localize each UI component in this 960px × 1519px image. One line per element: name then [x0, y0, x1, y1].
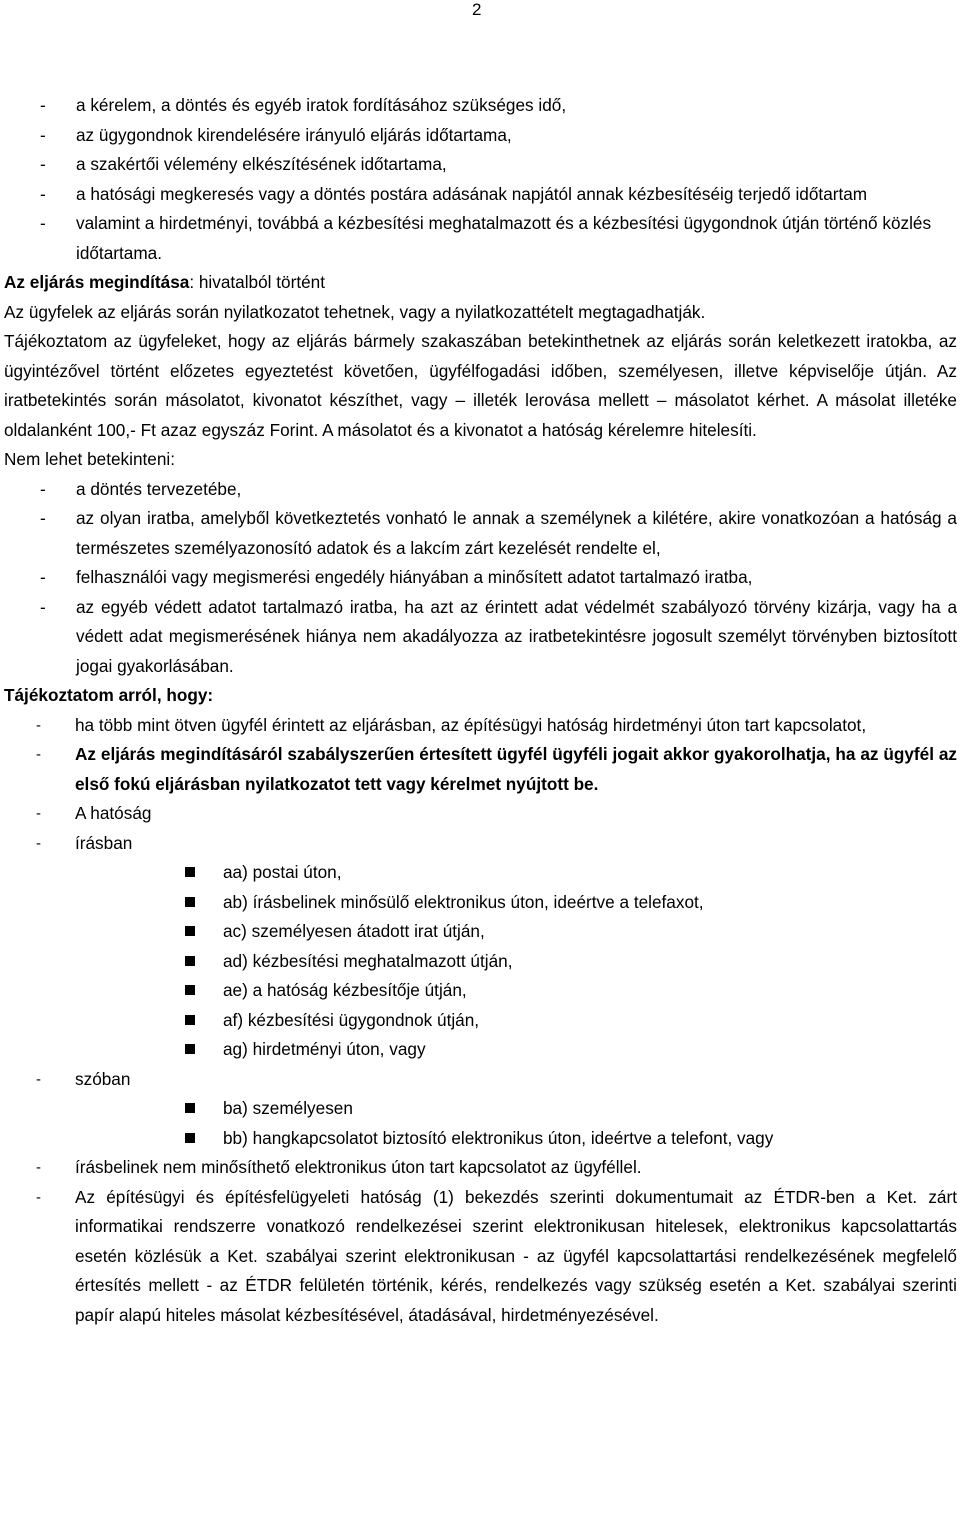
list-item: ad) kézbesítési meghatalmazott útján, [4, 947, 957, 977]
written-options [4, 858, 957, 1065]
list-item: - az olyan iratba, amelyből következtetés vonható le annak a személynek a kilétére, akire vonatkozóan a hatóság a természetes személyazonosító adatok és a lakcím zárt kezelését rendelte el, [40, 508, 957, 558]
list-item: - az egyéb védett adatot tartalmazó iratba, ha azt az érintett adat védelmét szabályozó törvény kizárja, vagy ha a védett adat megismerésének hiánya nem akadályozza az iratbetekintésre jogosult személyt törvényben biztosított jogai gyakorlásában. [40, 596, 957, 676]
list-item: - a kérelem, a döntés és egyéb iratok fordításához szükséges idő, [40, 95, 567, 115]
info-heading: Tájékoztatom arról, hogy: [4, 685, 214, 705]
list-item: - az ügygondnok kirendelésére irányuló eljárás időtartama, [40, 124, 512, 145]
page-number: 2 [472, 0, 482, 19]
square-bullet-icon [185, 1015, 195, 1025]
list-item: - írásban [36, 832, 133, 853]
list-item: - Az építésügyi és építésfelügyeleti hatóság (1) bekezdés szerinti dokumentumait az ÉTDR-ben a Ket. zárt informatikai rendszerre vonatkozó rendelkezései szerint elektronikusan hitelesek, elektronikus kapcsolattartás esetén közlésük a Ket. szabályai szerint elektronikusan - az ügyfél kapcsolattartási rendelkezésének megfelelő értesítés mellett - az ÉTDR felületén történik, kérés, rendelkezés vagy szükség esetén a Ket. szabályai szerinti papír alapú hiteles másolat kézbesítésével, átadásával, hirdetményezésével. [36, 1186, 957, 1325]
list-item: af) kézbesítési ügygondnok útján, [4, 1006, 957, 1036]
list-item: ae) a hatóság kézbesítője útján, [4, 976, 957, 1006]
list-item: - Az eljárás megindításáról szabályszerűen értesített ügyfél ügyféli jogait akkor gyakorolhatja, ha az ügyfél az első fokú eljárásban nyilatkozatot tett vagy kérelmet nyújtott be. [36, 744, 957, 794]
list-item: - A hatóság [36, 803, 152, 823]
list-item: bb) hangkapcsolatot biztosító elektronikus úton, ideértve a telefont, vagy [4, 1124, 957, 1154]
square-bullet-icon [185, 897, 195, 907]
square-bullet-icon [185, 956, 195, 966]
no-inspection-list [4, 475, 957, 682]
square-bullet-icon [185, 1103, 195, 1113]
statement-text: Az ügyfelek az eljárás során nyilatkozatot tehetnek, vagy a nyilatkozattételt megtagadhatják. [4, 301, 706, 322]
list-item: - ha több mint ötven ügyfél érintett az eljárásban, az építésügyi hatóság hirdetményi úton tart kapcsolatot, [36, 714, 867, 735]
info-list [4, 711, 957, 859]
list-item: - a hatósági megkeresés vagy a döntés postára adásának napjától annak kézbesítéséig terjedő időtartam [40, 183, 868, 204]
list-item: - a szakértői vélemény elkészítésének időtartama, [40, 154, 447, 174]
oral-options [4, 1094, 957, 1153]
procedure-start: Az eljárás megindítása: hivatalból történt [4, 272, 325, 292]
list-item: ac) személyesen átadott irat útján, [4, 917, 957, 947]
list-item: - valamint a hirdetményi, továbbá a kézbesítési meghatalmazott és a kézbesítési ügygondnok útján történő közlés időtartama. [40, 213, 932, 263]
list-item: aa) postai úton, [4, 858, 957, 888]
list-item: ag) hirdetményi úton, vagy [4, 1035, 957, 1065]
list-item: - írásbelinek nem minősíthető elektronikus úton tart kapcsolatot az ügyféllel. [36, 1157, 642, 1177]
list-item: ba) személyesen [4, 1094, 957, 1124]
info-list-end [4, 1153, 957, 1330]
square-bullet-icon [185, 1133, 195, 1143]
list-item: - a döntés tervezetébe, [40, 478, 242, 499]
list-item: - felhasználói vagy megismerési engedély hiányában a minősített adatot tartalmazó iratba, [40, 567, 753, 587]
list-item: ab) írásbelinek minősülő elektronikus úton, ideértve a telefaxot, [4, 888, 957, 918]
square-bullet-icon [185, 926, 195, 936]
square-bullet-icon [185, 867, 195, 877]
inspection-paragraph: Tájékoztatom az ügyfeleket, hogy az eljárás bármely szakaszában betekinthetnek az eljárás során keletkezett iratokba, az ügyintézővel történt előzetes egyeztetést követően, ügyfélfogadási időben, személyesen, illetve képviselője útján. Az iratbetekintés során másolatot, kivonatot készíthet, vagy – illeték lerovása mellett – másolatot kérhet. A másolat illetéke oldalanként 100,- Ft azaz egyszáz Forint. A másolatot és a kivonatot a hatóság kérelemre hitelesíti. [4, 331, 957, 440]
oral-item [4, 1065, 957, 1095]
intro-list [4, 91, 957, 268]
document-body [4, 91, 957, 1330]
list-item: - szóban [36, 1068, 131, 1089]
square-bullet-icon [185, 985, 195, 995]
no-inspection-label: Nem lehet betekinteni: [4, 449, 176, 469]
square-bullet-icon [185, 1044, 195, 1054]
